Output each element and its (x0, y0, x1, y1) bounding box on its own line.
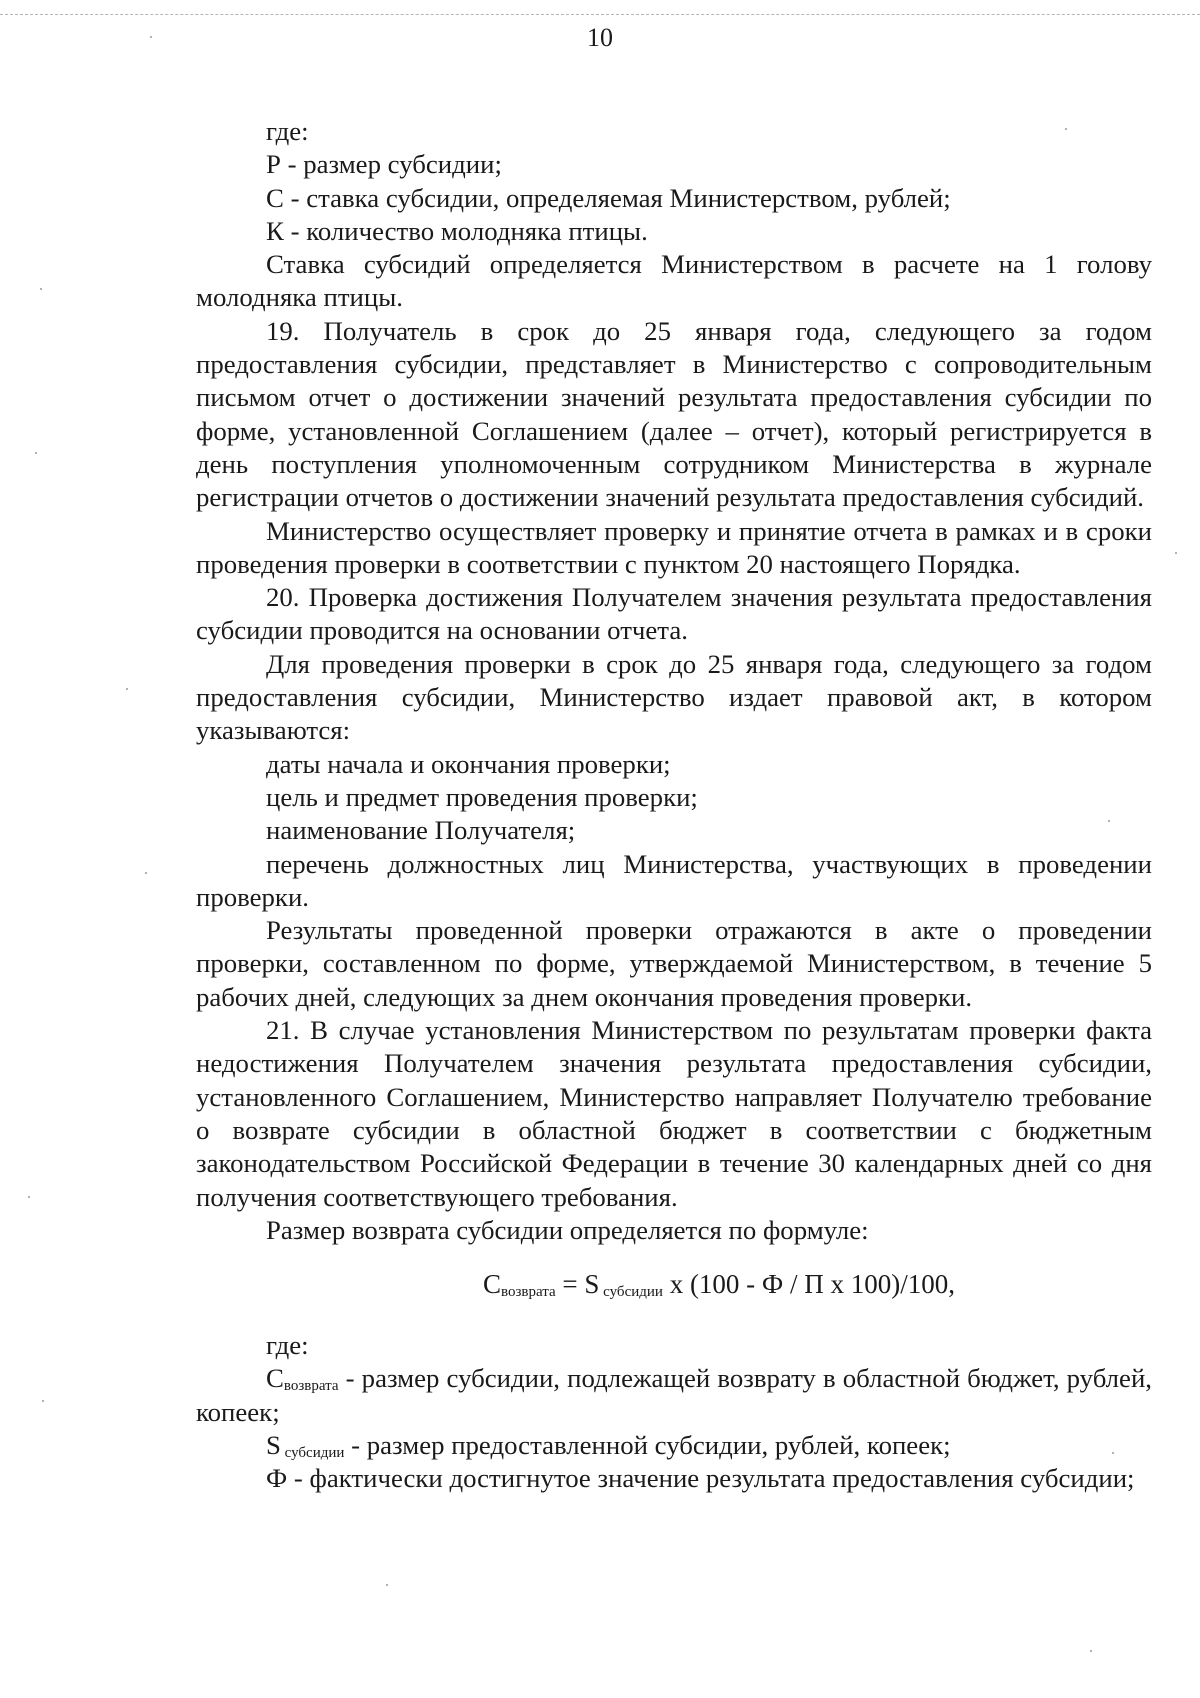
scan-speck (35, 452, 37, 454)
def-s-sub: субсидии (280, 1444, 345, 1461)
scan-speck (1108, 820, 1110, 822)
scan-speck (42, 1400, 44, 1402)
scan-top-edge (0, 14, 1200, 15)
page-number: 10 (587, 23, 613, 52)
formula-rest: х (100 - Ф / П х 100)/100, (662, 1269, 955, 1300)
formula-eq: = (555, 1269, 585, 1300)
paragraph: где: (266, 116, 309, 146)
scan-speck (1065, 128, 1067, 130)
formula-c: С (482, 1269, 501, 1300)
formula-s-sub: субсидии (599, 1284, 663, 1301)
def-c-sub: возврата (283, 1378, 339, 1395)
formula-s: S (584, 1269, 600, 1300)
scan-speck (1090, 1650, 1092, 1652)
paragraph: 21. В случае установления Министерством по результатам проверки факта недостижения Получателем значения результата предоставления субсидии, установленного Соглашением, Министерство направляет Получателю требование о возврате субсидии в областной бюджет в соответствии с бюджетным законодательством Российской Федерации в течение 30 календарных дней со дня получения соответствующего требования. (196, 1015, 1152, 1212)
paragraph: цель и предмет проведения проверки; (266, 781, 698, 812)
paragraph: К - количество молодняка птицы. (266, 215, 648, 246)
paragraph: Для проведения проверки в срок до 25 января года, следующего за годом предоставления субсидии, Министерство издает правовой акт, в котором указываются: (196, 648, 1152, 746)
paragraph: 19. Получатель в срок до 25 января года, следующего за годом предоставления субсидии, представляет в Министерство с сопроводительным письмом отчет о достижении значений результата предоставления субсидии по форме, установленной Соглашением (далее – отчет), который регистрируется в день поступления уполномоченным сотрудником Министерства в журнале регистрации отчетов о достижении значений результата предоставления субсидий. (196, 315, 1152, 513)
formula-c-sub: возврата (501, 1284, 556, 1301)
scan-speck (1112, 1452, 1114, 1454)
paragraph: Министерство осуществляет проверку и принятие отчета в рамках и в сроки проведения проверки в соответствии с пунктом 20 настоящего Порядка. (196, 515, 1152, 579)
scan-speck (150, 36, 152, 38)
scan-speck (28, 1196, 30, 1198)
paragraph: Ставка субсидий определяется Министерством в расчете на 1 голову молодняка птицы. (196, 249, 1152, 313)
scan-speck (145, 872, 147, 874)
formula (196, 1267, 1152, 1301)
scan-speck (40, 288, 42, 290)
def-c-text: - размер субсидии, подлежащей возврату в областной бюджет, рублей, копеек; (196, 1363, 1152, 1427)
def-s-text: - размер предоставленной субсидии, рублей, копеек; (344, 1429, 951, 1460)
paragraph: Размер возврата субсидии определяется по формуле: (266, 1214, 869, 1245)
paragraph: Результаты проведенной проверки отражаются в акте о проведении проверки, составленном по форме, утверждаемой Министерством, в течение 5 рабочих дней, следующих за днем окончания проведения проверки. (196, 915, 1152, 1012)
paragraph: наименование Получателя; (266, 815, 576, 846)
definition-c (196, 1362, 1152, 1429)
def-c-symbol: С (266, 1363, 284, 1394)
paragraph: 20. Проверка достижения Получателем значения результата предоставления субсидии проводится на основании отчета. (196, 582, 1152, 646)
where-label: где: (266, 1330, 309, 1361)
scan-speck (386, 1584, 388, 1586)
def-s-symbol: S (266, 1429, 281, 1460)
paragraph: Р - размер субсидии; (266, 149, 502, 180)
paragraph: даты начала и окончания проверки; (266, 748, 671, 779)
paragraph: С - ставка субсидии, определяемая Министерством, рублей; (266, 182, 951, 213)
paragraph-group (196, 115, 1152, 1247)
definition-s (196, 1429, 1152, 1462)
paragraph: перечень должностных лиц Министерства, участвующих в проведении проверки. (196, 848, 1152, 912)
document-body (196, 115, 1152, 1496)
definition-f: Ф - фактически достигнутое значение результата предоставления субсидии; (266, 1463, 1135, 1494)
scan-speck (1175, 552, 1177, 554)
scan-speck (126, 688, 128, 690)
